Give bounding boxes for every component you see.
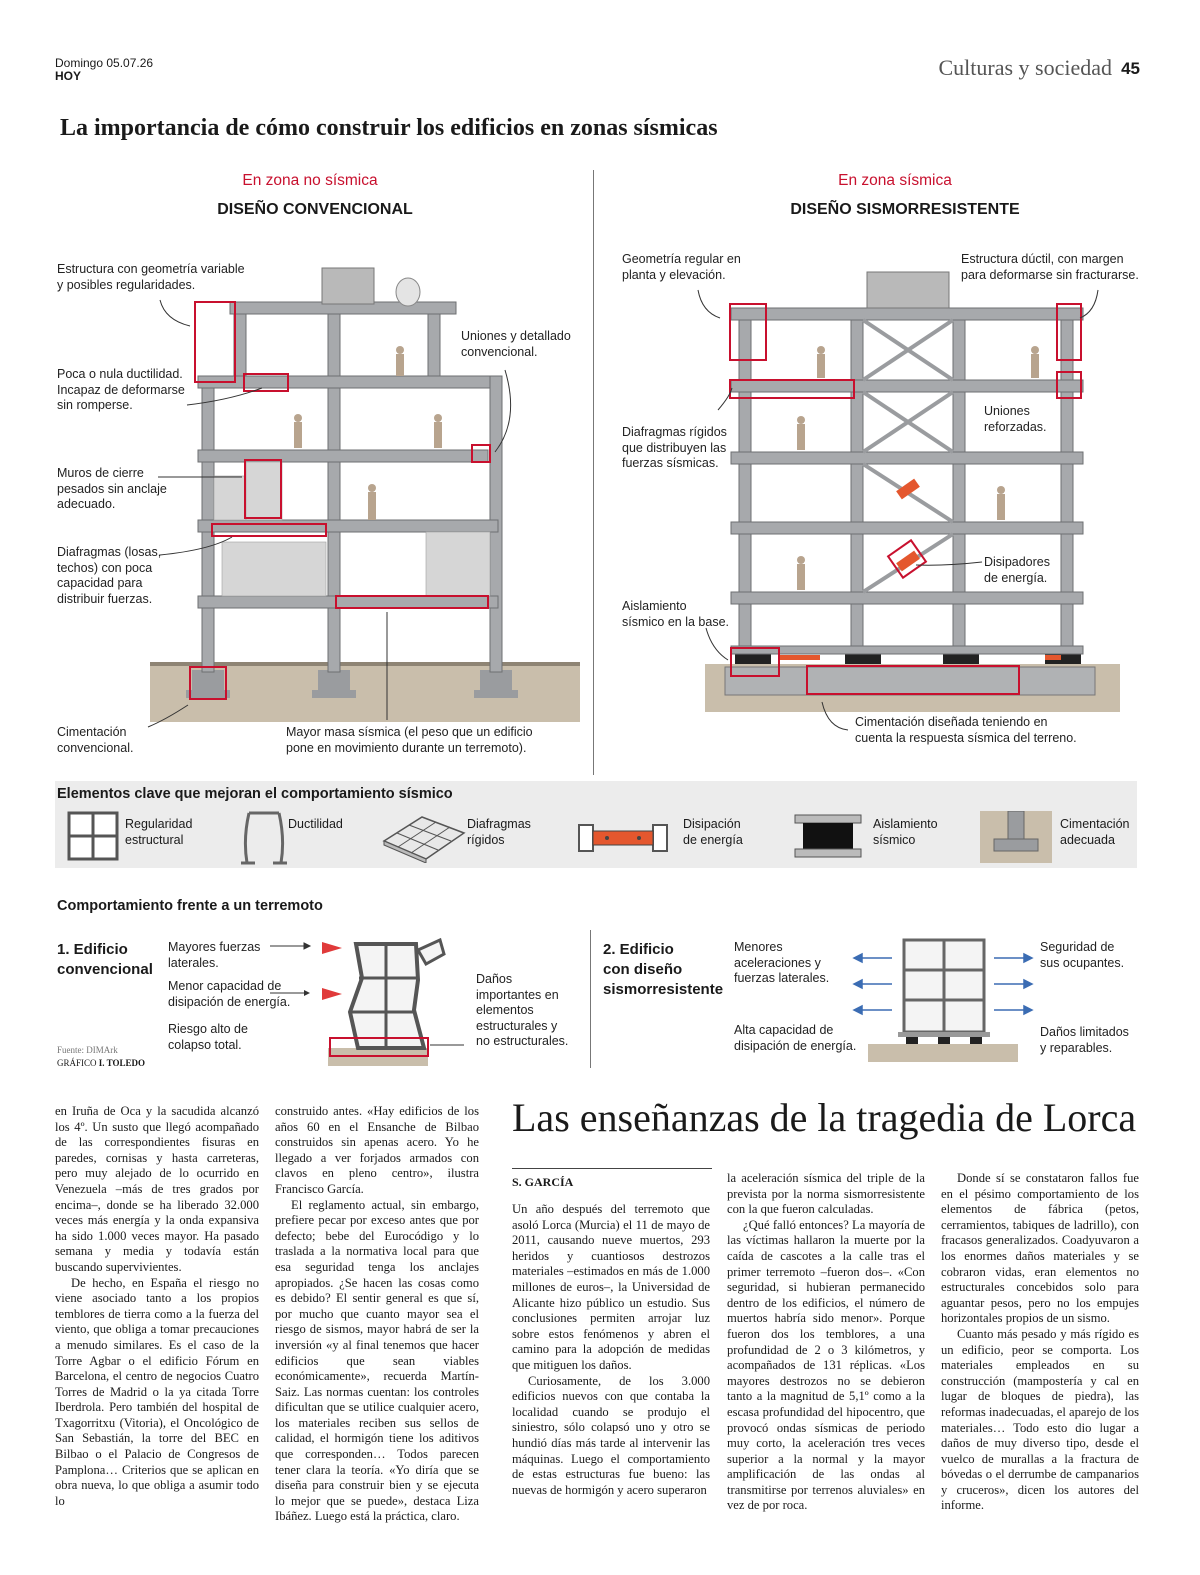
key-label-ductility: Ductilidad bbox=[288, 817, 343, 831]
paragraph: Cuanto más pesado y más rígido es un edificio, peor se comporta. Los materiales empleados en su construcción (mampostería y cal en lugar de bloques de piedra), las reformas inadecuadas, el aparejo de los materiales… Todo esto dio lugar a daños de muy diverso tipo, desde el vuelco de murallas a la fractura de bóvedas o el derrumbe de campanarios y cruceros», dicen los autores del informe. bbox=[941, 1326, 1139, 1513]
graphic-credit-name: I. TOLEDO bbox=[98, 1058, 145, 1068]
label-heavy-walls: Muros de cierre pesados sin anclaje adecuado. bbox=[57, 466, 167, 511]
label-regular-geometry: Geometría regular en planta y elevación. bbox=[622, 252, 741, 282]
right-design-label: DISEÑO SISMORRESISTENTE bbox=[790, 201, 1020, 218]
res-forces-label: Menores aceleraciones y fuerzas laterales. bbox=[734, 940, 830, 985]
label-low-ductility: Poca o nula ductilidad. Incapaz de deformarse sin romperse. bbox=[57, 367, 185, 412]
key-label-diaphragms: Diafragmas rígidos bbox=[467, 817, 531, 847]
key-elements-panel bbox=[55, 781, 1137, 868]
footing-icon bbox=[980, 811, 1052, 863]
behavior-divider bbox=[590, 930, 591, 1068]
resistant-heading: 2. Edificio con diseño sismorresistente bbox=[603, 941, 724, 998]
conv-damage-label: Daños importantes en elementos estructurales y no estructurales. bbox=[476, 972, 569, 1048]
key-label-dissipation: Disipación de energía bbox=[683, 817, 743, 847]
grid-icon bbox=[67, 811, 119, 861]
label-reinforced-joints: Uniones reforzadas. bbox=[984, 404, 1047, 434]
lorca-column-3 bbox=[941, 1171, 1139, 1514]
newspaper-name: HOY bbox=[55, 69, 82, 83]
conv-arrow-icon bbox=[270, 989, 310, 997]
conv-risk-label: Riesgo alto de colapso total. bbox=[168, 1022, 248, 1052]
label-base-isolation: Aislamiento sísmico en la base. bbox=[622, 599, 729, 629]
lorca-column-1 bbox=[512, 1202, 710, 1498]
graphic-credit-prefix: GRÁFICO bbox=[57, 1058, 97, 1068]
graphic-credit bbox=[57, 1058, 145, 1068]
article-headline: Las enseñanzas de la tragedia de Lorca bbox=[512, 1095, 1137, 1140]
conv-forces-label: Mayores fuerzas laterales. bbox=[168, 940, 261, 970]
article-byline: S. GARCÍA bbox=[512, 1175, 574, 1189]
label-rigid-diaphragms: Diafragmas rígidos que distribuyen las fuerzas sísmicas. bbox=[622, 425, 727, 470]
frame-icon bbox=[239, 809, 289, 865]
label-conventional-foundation: Cimentación convencional. bbox=[57, 725, 134, 755]
paragraph: ¿Qué falló entonces? La mayoría de las víctimas hallaron la muerte por la caída de cascotes a la calle tras el primer terremoto –fueron dos–. «Con seguridad, si hubieran permanecido dentro de los edificios, el número de muertos habría sido menor». Porque fueron dos los temblores, a una profundidad de 2 o 3 kilómetros, y acompañados de 131 réplicas. «Los mayores destrozos no se debieron tanto a la magnitud de 5,1º como a la escasa profundidad del hipocentro, que provocó ondas sísmicas de periodo muy corto, la aceleración tres veces superior a la normal y la mayor amplificación de las ondas al transmitirse por terrenos aluviales» en vez de por roca. bbox=[727, 1217, 925, 1513]
label-seismic-foundation: Cimentación diseñada teniendo en cuenta la respuesta sísmica del terreno. bbox=[855, 715, 1077, 745]
left-design-label: DISEÑO CONVENCIONAL bbox=[217, 201, 413, 218]
label-seismic-mass: Mayor masa sísmica (el peso que un edificio pone en movimiento durante un terremoto). bbox=[286, 725, 533, 755]
key-label-isolation: Aislamiento sísmico bbox=[873, 817, 938, 847]
label-ductile-structure: Estructura dúctil, con margen para deformarse sin fracturarse. bbox=[961, 252, 1139, 282]
key-elements-title: Elementos clave que mejoran el comportamiento sísmico bbox=[57, 786, 453, 802]
graphic-source: Fuente: DIMArk bbox=[57, 1045, 118, 1055]
paragraph: Donde sí se constataron fallos fue en el pésimo comportamiento de los elementos de fábrica (petos, cerramientos, tabiques de ladrillo), con fracasos generalizados. Coadyuvaron a los enormes daños materiales y se cobraron vidas, eran elementos no estructurales concebidos solo para aguantar pesos, pero no los empujes horizontales propios de un sismo. bbox=[941, 1171, 1139, 1326]
paragraph: construido antes. «Hay edificios de los años 60 en el Ensanche de Bilbao construidos sin apenas acero. Yo he llegado a ver forjados armados con clavos en pleno centro», ilustra Francisco García. bbox=[275, 1104, 479, 1196]
behavior-title: Comportamiento frente a un terremoto bbox=[57, 898, 323, 914]
isolator-icon bbox=[793, 813, 863, 861]
res-safety-label: Seguridad de sus ocupantes. bbox=[1040, 940, 1125, 970]
label-conventional-joints: Uniones y detallado convencional. bbox=[461, 329, 571, 359]
label-energy-dissipators: Disipadores de energía. bbox=[984, 555, 1051, 585]
paragraph: El reglamento actual, sin embargo, prefiere pecar por exceso antes que por defecto; bebe del Eurocódigo y lo traslada a la normativa local para que esa seguridad tenga los anclajes apropiados. ¿Se hacen las cosas como es debido? El sentir general es que sí, por mucho que cuanto mayor sea el riesgo de sismos, mayor habrá de ser la inversión «y al final tenemos que hacer edificios que sean viables económicamente», recuerda Martín-Saiz. Las normas cuentan: los controles dificultan que se utilice cualquier acero, los materiales reciben sus sellos de calidad, el hormigón tiene los aditivos que corresponden… Todos parecen tener clara la teoría. «Yo diría que se diseña para construir bien y se ejecuta lo mejor que se puede», destaca Liza Ibáñez. Luego está la práctica, claro. bbox=[275, 1197, 479, 1524]
res-dissipation-label: Alta capacidad de disipación de energía. bbox=[734, 1023, 857, 1053]
section-name: Culturas y sociedad bbox=[938, 55, 1112, 80]
date-line: Domingo 05.07.26 bbox=[55, 56, 154, 70]
paragraph: De hecho, en España el riesgo no viene asociado tanto a los propios temblores de tierra como a la fuerza del viento, que obliga a tomar precauciones a menudo similares. Es el caso de la Torre Agbar o el edificio Fórum en Barcelona, el centro de negocios Cuatro Torres de Madrid o la ya citada Torre Iberdrola. Pero también del hospital de Txagorritxu (Vitoria), el Oncológico de San Sebastián, la torre del BEC en Bilbao o el Palacio de Congresos de Pamplona… Criterios que se aplican en obra nueva, lo que obliga a asumir todo lo bbox=[55, 1275, 259, 1508]
paragraph: Un año después del terremoto que asoló Lorca (Murcia) el 11 de mayo de 2011, causando nueve muertos, 293 heridos y cuantiosos destrozos materiales –estimados en más de 1.000 millones de euros–, la Universidad de Alicante hizo público un estudio. Sus conclusiones permiten arrojar luz sobre estos fenómenos y abren el camino para la adopción de medidas que mitiguen los daños. bbox=[512, 1202, 710, 1372]
label-weak-diaphragms: Diafragmas (losas, techos) con poca capacidad para distribuir fuerzas. bbox=[57, 545, 162, 606]
continuation-column-1 bbox=[55, 1104, 259, 1509]
right-leader-lines bbox=[600, 0, 1200, 760]
conventional-heading: 1. Edificio convencional bbox=[57, 941, 153, 978]
lorca-column-2 bbox=[727, 1171, 925, 1514]
collapsing-building-illustration bbox=[268, 930, 468, 1070]
conv-dissipation-label: Menor capacidad de disipación de energía. bbox=[168, 979, 291, 1009]
key-label-regularity: Regularidad estructural bbox=[125, 817, 193, 847]
left-zone-label: En zona no sísmica bbox=[242, 172, 378, 189]
damper-icon bbox=[577, 821, 669, 855]
label-geometry-variable: Estructura con geometría variable y posibles regularidades. bbox=[57, 262, 245, 292]
paragraph: en Iruña de Oca y la sacudida alcanzó los 4º. Un susto que llegó acompañado de las correspondientes fisuras en paredes, cornisas y hasta carreteras, pero muy alejado de lo ocurrido en Venezuela –más de tres grados por encima–, donde se ha liberado 32.000 veces más energía y la onda expansiva ha sido 1.000 veces mayor. Ha pasado semana y media y todavía están buscando supervivientes. bbox=[55, 1104, 259, 1274]
continuation-column-2 bbox=[275, 1104, 479, 1525]
key-label-foundation: Cimentación adecuada bbox=[1060, 817, 1130, 847]
byline-rule bbox=[512, 1168, 712, 1169]
infographic-title: La importancia de cómo construir los edificios en zonas sísmicas bbox=[60, 115, 718, 141]
stable-building-illustration bbox=[848, 934, 1038, 1064]
res-damage-label: Daños limitados y reparables. bbox=[1040, 1025, 1129, 1055]
slab-icon bbox=[380, 813, 466, 863]
right-zone-label: En zona sísmica bbox=[838, 172, 952, 189]
paragraph: Curiosamente, de los 3.000 edificios nuevos con que contaba la localidad cuando se produjo el siniestro, sólo colapsó uno y otro se hundió días más tarde al intervenir las máquinas. Luego el comportamiento de estas estructuras fue bueno: las nuevas de hormigón y acero superaron bbox=[512, 1373, 710, 1497]
paragraph: la aceleración sísmica del triple de la prevista por la norma sismorresistente con la que fueron calculadas. bbox=[727, 1171, 925, 1217]
page-number: 45 bbox=[1121, 59, 1140, 78]
